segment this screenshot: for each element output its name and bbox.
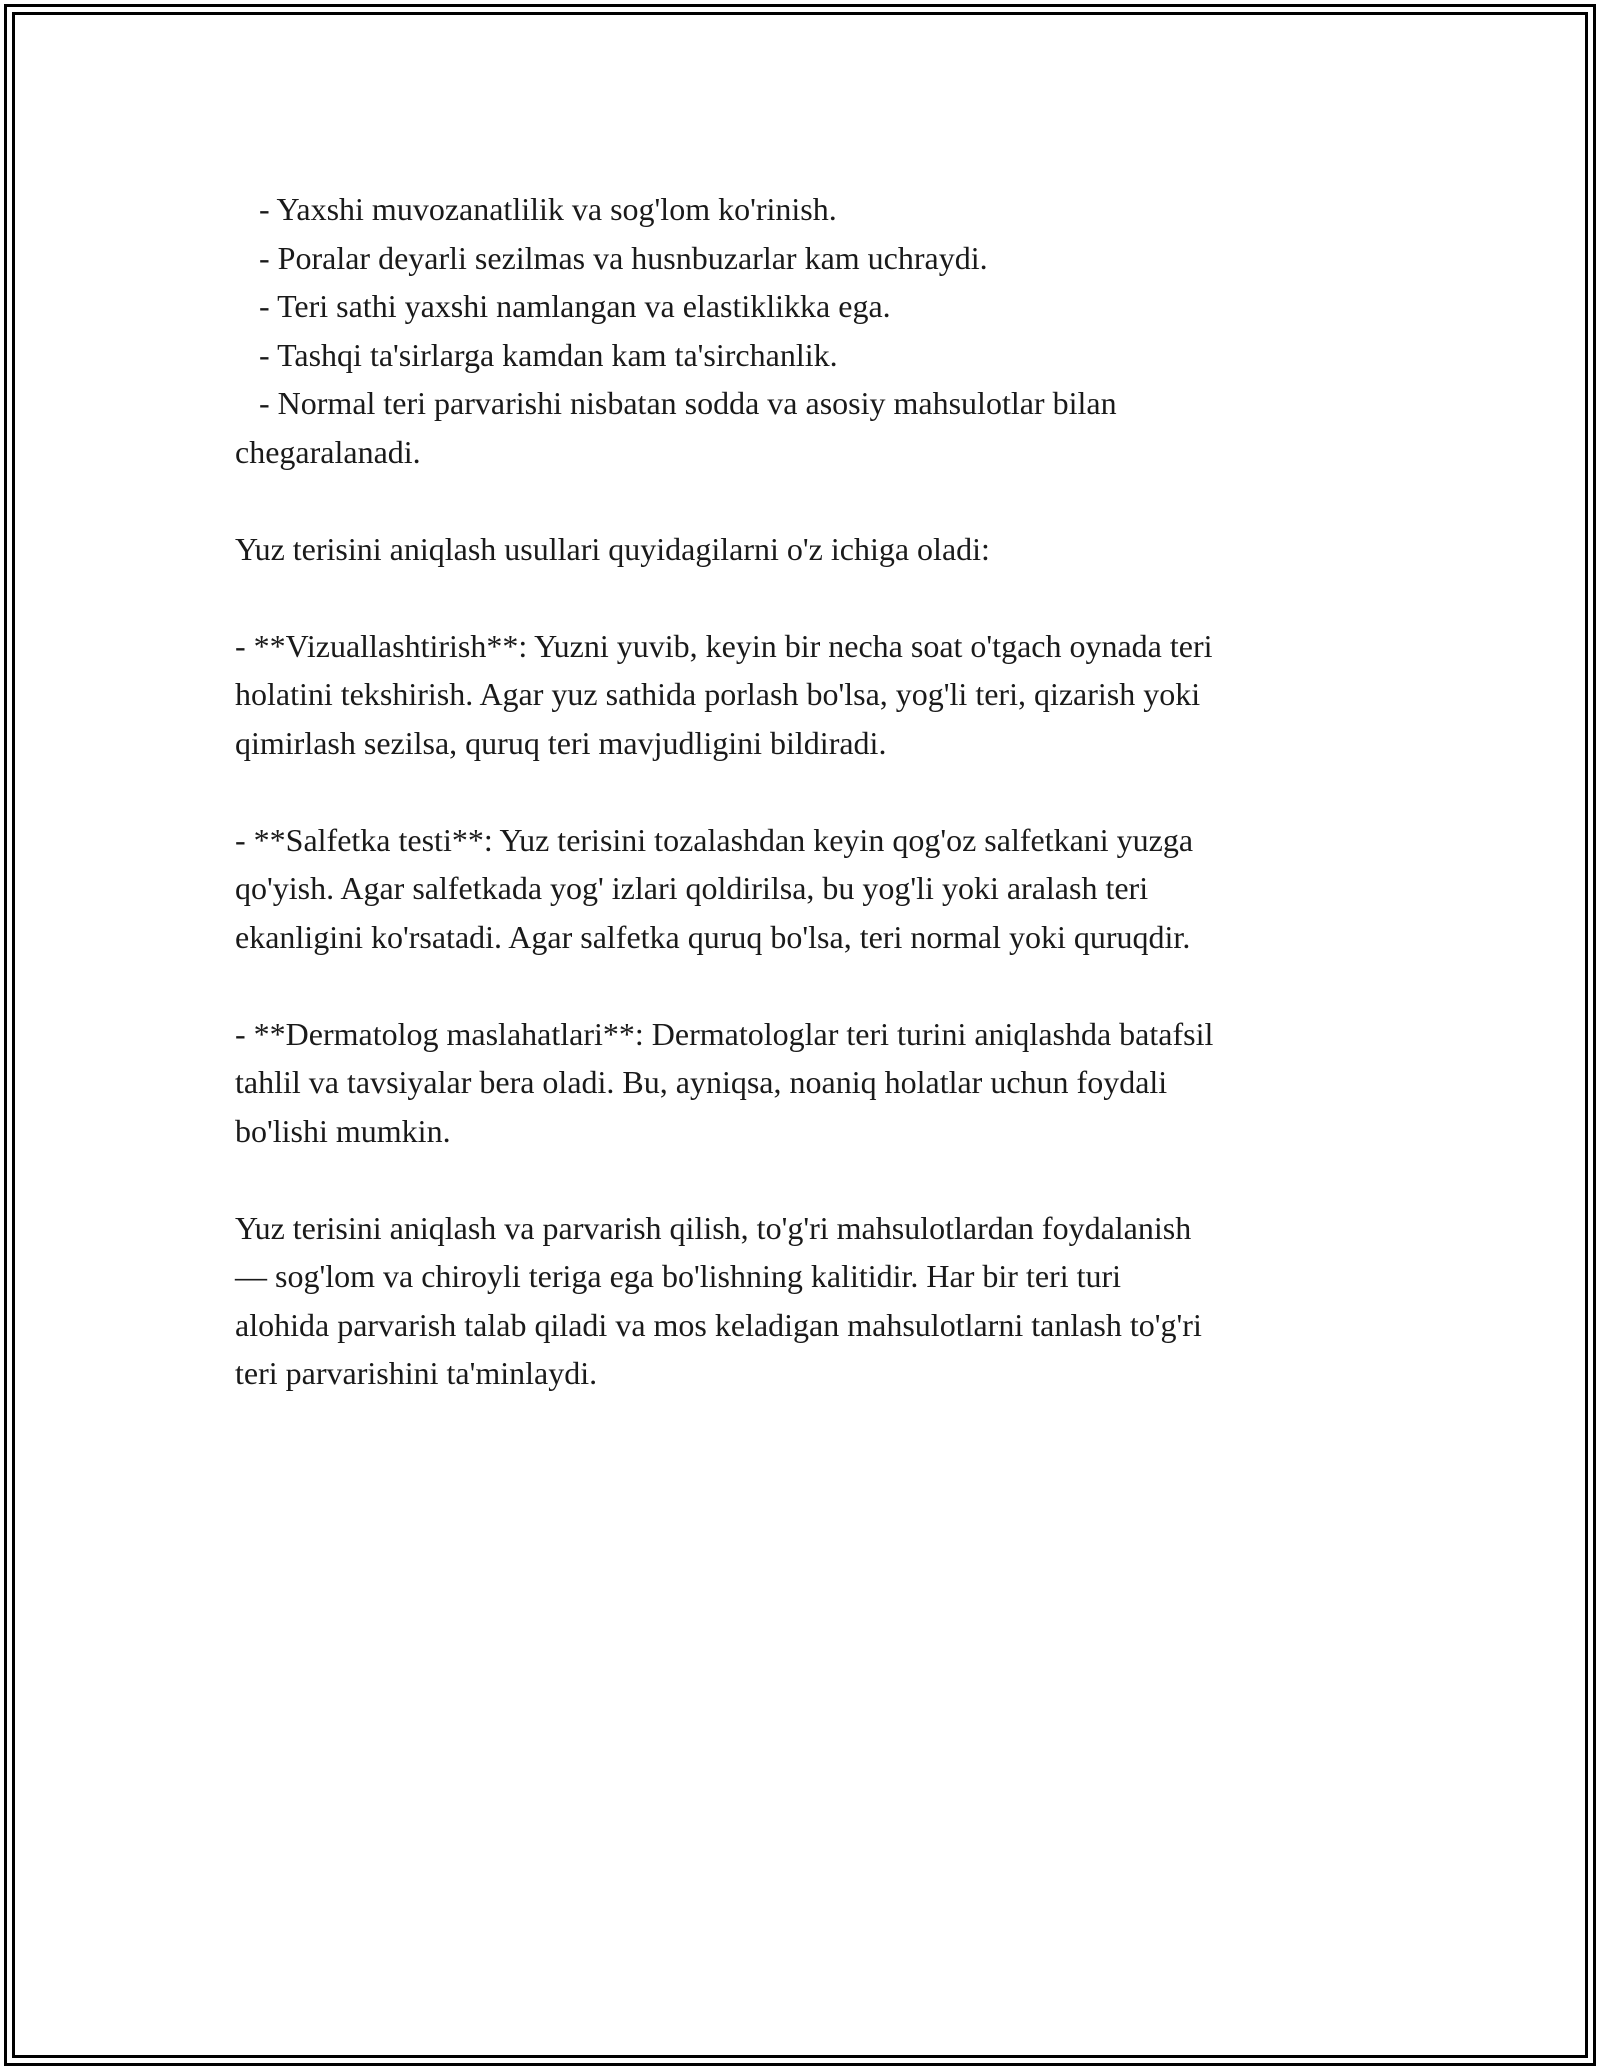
text-line: ekanligini ko'rsatadi. Agar salfetka quruq bo'lsa, teri normal yoki quruqdir. (235, 918, 1191, 955)
text-line: teri parvarishini ta'minlaydi. (235, 1355, 598, 1391)
document-body (235, 185, 1385, 1398)
text-line: chegaralanadi. (235, 433, 421, 470)
paragraph-gap (235, 573, 1385, 622)
paragraph-gap (235, 1155, 1385, 1204)
text-line: - **Salfetka testi**: Yuz terisini tozalashdan keyin qog'oz salfetkani yuzga (235, 821, 1194, 858)
text-line: - Teri sathi yaxshi namlangan va elastiklikka ega. (235, 288, 891, 324)
text-line: Yuz terisini aniqlash usullari quyidagilarni o'z ichiga oladi: (235, 530, 990, 567)
text-line: - **Dermatolog maslahatlari**: Dermatologlar teri turini aniqlashda batafsil (235, 1015, 1214, 1052)
text-line: Yuz terisini aniqlash va parvarish qilish, to'g'ri mahsulotlardan foydalanish (235, 1209, 1192, 1246)
text-line: bo'lishi mumkin. (235, 1112, 451, 1149)
paragraph-gap (235, 961, 1385, 1010)
text-line: - Tashqi ta'sirlarga kamdan kam ta'sirchanlik. (235, 336, 838, 373)
text-line: - Yaxshi muvozanatlilik va sog'lom ko'rinish. (235, 191, 837, 227)
paragraph-gap (235, 476, 1385, 525)
text-line: - Normal teri parvarishi nisbatan sodda va asosiy mahsulotlar bilan (235, 385, 1117, 421)
text-line: — sog'lom va chiroyli teriga ega bo'lishning kalitidir. Har bir teri turi (235, 1258, 1122, 1294)
paragraph-gap (235, 767, 1385, 816)
text-line: holatini tekshirish. Agar yuz sathida porlash bo'lsa, yog'li teri, qizarish yoki (235, 676, 1201, 712)
text-line: qimirlash sezilsa, quruq teri mavjudligini bildiradi. (235, 724, 887, 761)
text-line: - **Vizuallashtirish**: Yuzni yuvib, keyin bir necha soat o'tgach oynada teri (235, 627, 1213, 664)
text-line: qo'yish. Agar salfetkada yog' izlari qoldirilsa, bu yog'li yoki aralash teri (235, 870, 1149, 906)
text-line: alohida parvarish talab qiladi va mos keladigan mahsulotlarni tanlash to'g'ri (235, 1306, 1202, 1343)
text-line: tahlil va tavsiyalar bera oladi. Bu, ayniqsa, noaniq holatlar uchun foydali (235, 1064, 1168, 1100)
text-line: - Poralar deyarli sezilmas va husnbuzarlar kam uchraydi. (235, 239, 988, 276)
